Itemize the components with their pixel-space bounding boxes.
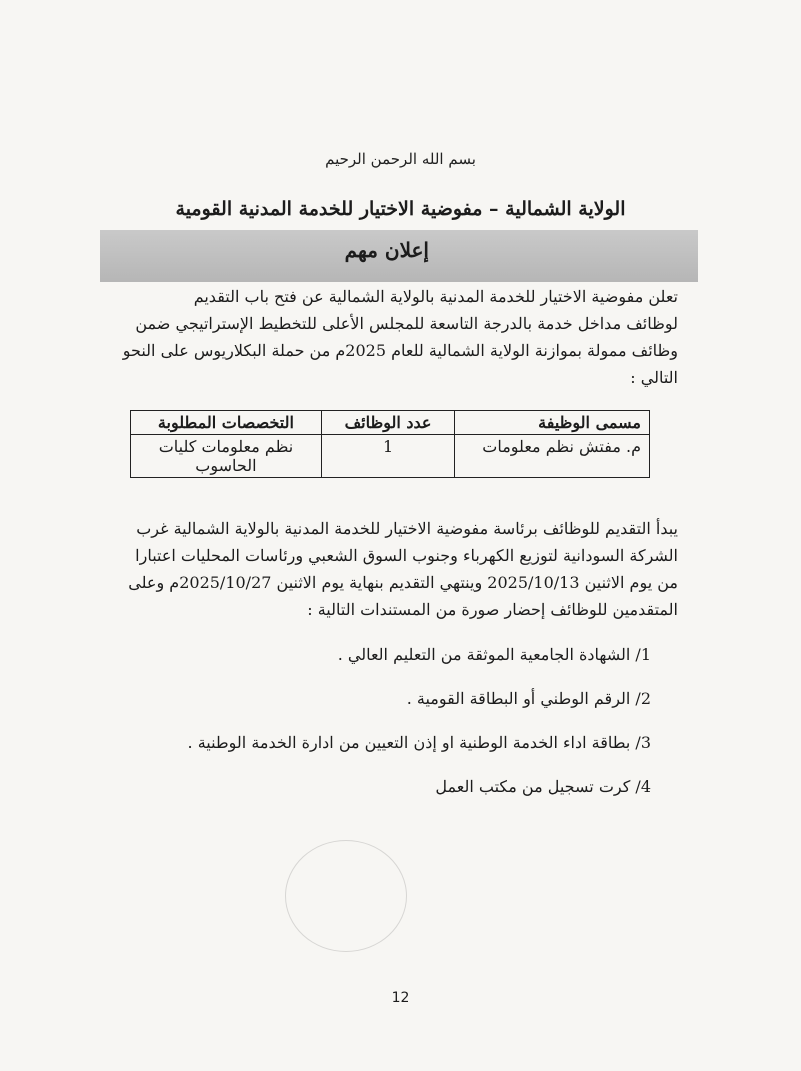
basmala: بسم الله الرحمن الرحيم bbox=[325, 150, 476, 168]
application-line: يبدأ التقديم للوظائف برئاسة مفوضية الاختيار للخدمة المدنية بالولاية الشمالية غرب bbox=[136, 519, 678, 538]
faint-stamp bbox=[285, 840, 407, 952]
list-item: 4/ كرت تسجيل من مكتب العمل bbox=[435, 777, 651, 796]
required-documents-list bbox=[188, 640, 651, 816]
application-paragraph bbox=[100, 515, 678, 623]
intro-line: تعلن مفوضية الاختيار للخدمة المدنية بالولاية الشمالية عن فتح باب التقديم bbox=[193, 287, 678, 306]
intro-line: التالي : bbox=[630, 368, 678, 387]
intro-line: لوظائف مداخل خدمة بالدرجة التاسعة للمجلس الأعلى للتخطيط الإستراتيجي ضمن bbox=[135, 314, 678, 333]
header-job-title: مسمى الوظيفة bbox=[455, 411, 650, 435]
intro-paragraph bbox=[100, 283, 678, 391]
document-subtitle: الولاية الشمالية – مفوضية الاختيار للخدمة المدنية القومية bbox=[175, 198, 626, 220]
page-number: 12 bbox=[391, 990, 410, 1006]
jobs-table bbox=[130, 410, 650, 478]
application-line: من يوم الاثنين 2025/10/13 وينتهي التقديم بنهاية يوم الاثنين 2025/10/27م وعلى bbox=[128, 573, 678, 592]
intro-line: وظائف ممولة بموازنة الولاية الشمالية للعام 2025م من حملة البكلاريوس على النحو bbox=[122, 341, 678, 360]
header-job-count: عدد الوظائف bbox=[321, 411, 454, 435]
table-row bbox=[131, 435, 650, 478]
cell-job-title: م. مفتش نظم معلومات bbox=[455, 435, 650, 478]
header-specializations: التخصصات المطلوبة bbox=[131, 411, 322, 435]
announcement-title: إعلان مهم bbox=[344, 238, 429, 262]
list-item: 1/ الشهادة الجامعية الموثقة من التعليم العالي . bbox=[337, 645, 651, 664]
list-item: 3/ بطاقة اداء الخدمة الوطنية او إذن التعيين من ادارة الخدمة الوطنية . bbox=[187, 733, 651, 752]
application-line: الشركة السودانية لتوزيع الكهرباء وجنوب السوق الشعبي ورئاسات المحليات اعتبارا bbox=[135, 546, 678, 565]
cell-job-count: 1 bbox=[321, 435, 454, 478]
list-item: 2/ الرقم الوطني أو البطاقة القومية . bbox=[406, 689, 651, 708]
table-header-row bbox=[131, 411, 650, 435]
cell-specializations: نظم معلومات كليات الحاسوب bbox=[131, 435, 322, 478]
application-line: المتقدمين للوظائف إحضار صورة من المستندات التالية : bbox=[307, 600, 678, 619]
